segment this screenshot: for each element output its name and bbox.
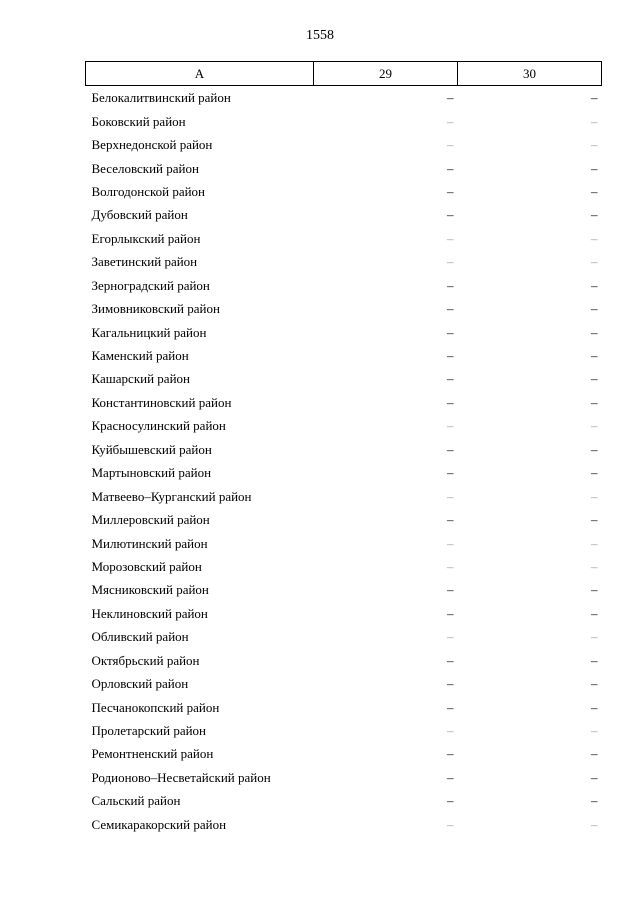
table-row [86, 203, 602, 226]
district-name: Волгодонской район [91, 183, 206, 199]
table-row [86, 414, 602, 437]
value-30: – [591, 160, 598, 176]
value-30: – [591, 418, 598, 434]
table-row [86, 180, 602, 203]
value-29: – [447, 348, 454, 364]
value-29: – [447, 254, 454, 270]
district-name: Орловский район [91, 676, 189, 692]
table-body [86, 86, 602, 837]
table-row [86, 274, 602, 297]
value-30: – [591, 793, 598, 809]
table-row [86, 789, 602, 812]
district-name: Неклиновский район [91, 605, 208, 621]
district-name: Пролетарский район [91, 723, 207, 739]
district-name: Кагальницкий район [91, 324, 207, 340]
table-row [86, 672, 602, 695]
district-name: Егорлыкский район [91, 230, 201, 246]
value-30: – [591, 582, 598, 598]
value-29: – [447, 113, 454, 129]
value-29: – [447, 512, 454, 528]
value-30: – [591, 348, 598, 364]
district-name: Миллеровский район [91, 512, 210, 528]
value-29: – [447, 324, 454, 340]
value-30: – [591, 441, 598, 457]
table-row [86, 133, 602, 156]
table-row [86, 297, 602, 320]
district-name: Константиновский район [91, 394, 232, 410]
value-29: – [447, 816, 454, 832]
table-row [86, 438, 602, 461]
value-29: – [447, 605, 454, 621]
table-row [86, 461, 602, 484]
district-name: Каменский район [91, 348, 189, 364]
value-30: – [591, 769, 598, 785]
table-row [86, 391, 602, 414]
district-name: Морозовский район [91, 558, 202, 574]
district-name: Заветинский район [91, 254, 198, 270]
table-row [86, 344, 602, 367]
value-29: – [447, 699, 454, 715]
header-cell-30: 30 [458, 62, 602, 86]
value-29: – [447, 465, 454, 481]
value-29: – [447, 230, 454, 246]
district-name: Милютинский район [91, 535, 208, 551]
table-row [86, 367, 602, 390]
table-row [86, 531, 602, 554]
value-30: – [591, 113, 598, 129]
value-30: – [591, 137, 598, 153]
value-29: – [447, 488, 454, 504]
value-30: – [591, 512, 598, 528]
value-30: – [591, 371, 598, 387]
value-30: – [591, 277, 598, 293]
value-30: – [591, 629, 598, 645]
value-29: – [447, 769, 454, 785]
value-29: – [447, 207, 454, 223]
value-29: – [447, 277, 454, 293]
value-29: – [447, 394, 454, 410]
table-row [86, 484, 602, 507]
table-row [86, 578, 602, 601]
table-row [86, 625, 602, 648]
table-row [86, 86, 602, 110]
district-name: Боковский район [91, 113, 186, 129]
value-30: – [591, 90, 598, 106]
table-row [86, 555, 602, 578]
value-30: – [591, 465, 598, 481]
district-name: Матвеево–Курганский район [91, 488, 252, 504]
value-29: – [447, 746, 454, 762]
table-header [86, 62, 602, 86]
value-30: – [591, 535, 598, 551]
value-29: – [447, 558, 454, 574]
district-name: Песчанокопский район [91, 699, 220, 715]
value-29: – [447, 535, 454, 551]
table-row [86, 649, 602, 672]
table-row [86, 227, 602, 250]
value-30: – [591, 183, 598, 199]
value-30: – [591, 488, 598, 504]
value-30: – [591, 254, 598, 270]
value-30: – [591, 558, 598, 574]
table-row [86, 602, 602, 625]
value-30: – [591, 605, 598, 621]
district-name: Октябрьский район [91, 652, 200, 668]
value-29: – [447, 301, 454, 317]
page-number: 1558 [306, 28, 334, 43]
table-row [86, 508, 602, 531]
district-name: Зерноградский район [91, 277, 210, 293]
value-30: – [591, 746, 598, 762]
value-30: – [591, 207, 598, 223]
district-name: Сальский район [91, 793, 181, 809]
value-30: – [591, 816, 598, 832]
header-row [86, 62, 602, 86]
value-30: – [591, 394, 598, 410]
value-29: – [447, 137, 454, 153]
table-row [86, 156, 602, 179]
table-row [86, 109, 602, 132]
district-name: Ремонтненский район [91, 746, 214, 762]
value-29: – [447, 676, 454, 692]
header-cell-name: А [86, 62, 314, 86]
district-name: Мясниковский район [91, 582, 209, 598]
district-name: Куйбышевский район [91, 441, 212, 457]
district-name: Веселовский район [91, 160, 199, 176]
value-29: – [447, 652, 454, 668]
value-29: – [447, 183, 454, 199]
value-30: – [591, 301, 598, 317]
district-name: Родионово–Несветайский район [91, 769, 271, 785]
district-name: Красносулинский район [91, 418, 226, 434]
value-29: – [447, 90, 454, 106]
value-29: – [447, 723, 454, 739]
district-name: Зимовниковский район [91, 301, 220, 317]
table-row [86, 695, 602, 718]
table-row [86, 742, 602, 765]
district-name: Мартыновский район [91, 465, 212, 481]
value-30: – [591, 652, 598, 668]
district-name: Верхнедонской район [91, 137, 213, 153]
value-30: – [591, 723, 598, 739]
value-30: – [591, 230, 598, 246]
value-30: – [591, 676, 598, 692]
district-name: Белокалитвинский район [91, 90, 231, 106]
table-row [86, 320, 602, 343]
value-30: – [591, 699, 598, 715]
table-row [86, 719, 602, 742]
district-name: Обливский район [91, 629, 189, 645]
header-cell-29: 29 [314, 62, 458, 86]
value-30: – [591, 324, 598, 340]
district-name: Кашарский район [91, 371, 190, 387]
table-row [86, 813, 602, 836]
value-29: – [447, 418, 454, 434]
district-name: Семикаракорский район [91, 816, 227, 832]
value-29: – [447, 582, 454, 598]
data-table [85, 61, 602, 836]
value-29: – [447, 441, 454, 457]
table-row [86, 766, 602, 789]
district-name: Дубовский район [91, 207, 188, 223]
value-29: – [447, 371, 454, 387]
value-29: – [447, 629, 454, 645]
table-row [86, 250, 602, 273]
value-29: – [447, 793, 454, 809]
value-29: – [447, 160, 454, 176]
